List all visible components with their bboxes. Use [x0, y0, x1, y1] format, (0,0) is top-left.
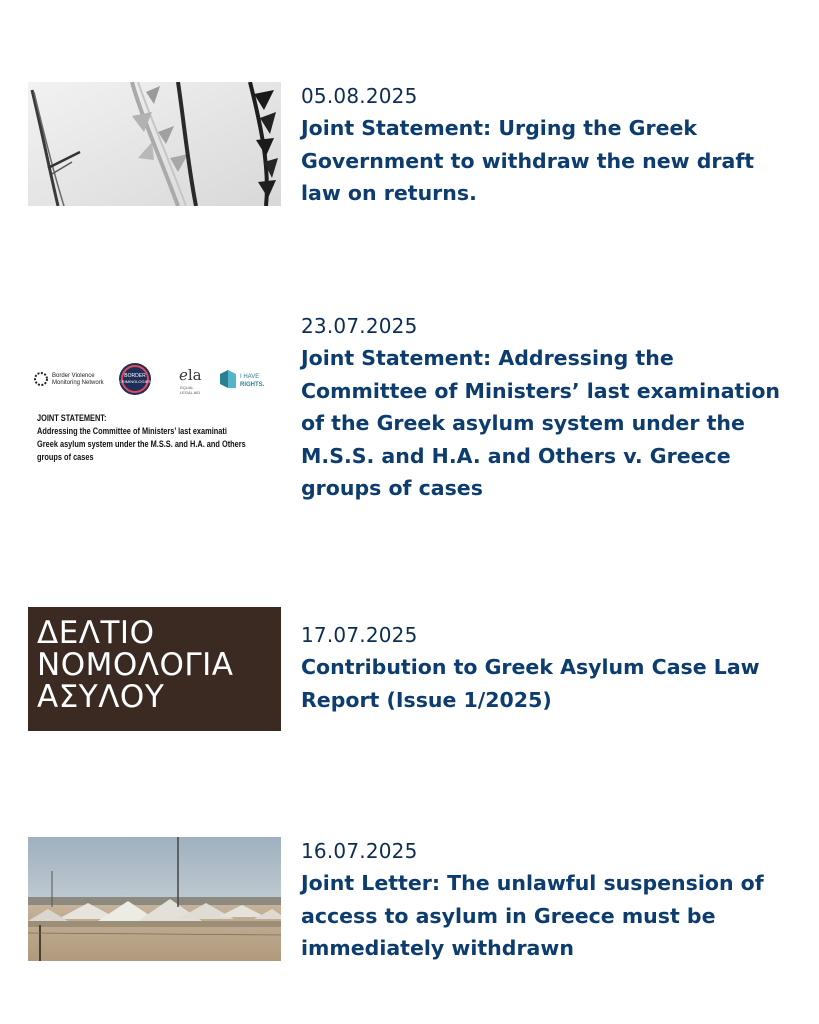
article-date: 23.07.2025 — [301, 314, 418, 338]
banner-text-line: ΔΕΛΤΙΟ — [37, 615, 155, 651]
article-title-line: Government to withdraw the new draft — [301, 148, 755, 173]
thumbnail-statement-text — [37, 412, 246, 464]
thumb-text-line: groups of cases — [37, 452, 94, 462]
thumb-text-line: JOINT STATEMENT: — [37, 413, 107, 423]
article-title-line: groups of cases — [301, 476, 483, 500]
logo-bvmn-text-1: Border Violence — [52, 373, 95, 379]
banner-text-line: ΑΣΥΛΟΥ — [37, 679, 165, 715]
banner-text — [37, 617, 233, 713]
article-item[interactable] — [28, 837, 808, 967]
logo-ihr-text-2: RIGHTS. — [240, 382, 265, 388]
article-title-line: of the Greek asylum system under the — [301, 411, 745, 435]
article-title-line: Joint Statement: Urging the Greek — [301, 116, 698, 140]
article-title-line: access to asylum in Greece must be — [301, 903, 716, 928]
logo-ela-text-1: EQUAL — [180, 385, 194, 390]
article-date: 17.07.2025 — [301, 623, 418, 647]
logo-bc-text-1: BORDER — [124, 373, 146, 379]
article-title[interactable] — [301, 867, 806, 965]
article-item[interactable] — [28, 607, 808, 733]
logo-ela-mark: ℯla — [179, 366, 202, 384]
article-thumbnail-joint-statement[interactable] — [28, 348, 281, 472]
article-title-line: Committee of Ministers’ last examination — [301, 378, 781, 403]
thumb-text-line: Greek asylum system under the M.S.S. and H.A. and Others — [37, 439, 246, 449]
article-item[interactable] — [28, 82, 808, 212]
article-title-line: Joint Statement: Addressing the — [301, 346, 674, 370]
article-date: 05.08.2025 — [301, 84, 418, 108]
article-title-line: immediately withdrawn — [301, 936, 574, 960]
logo-ela-text-2: LEGAL AID — [180, 390, 201, 395]
article-title-line: Joint Letter: The unlawful suspension of — [301, 871, 764, 895]
thumb-text-line: Addressing the Committee of Ministers’ last examinati — [37, 426, 227, 436]
article-date: 16.07.2025 — [301, 839, 418, 863]
partner-logos — [28, 362, 281, 396]
article-title[interactable] — [301, 342, 806, 505]
article-thumbnail-camp-photo[interactable] — [28, 837, 281, 961]
logo-bvmn-text-2: Monitoring Network — [52, 380, 104, 386]
article-title[interactable] — [301, 651, 806, 716]
article-title-line: law on returns. — [301, 181, 477, 205]
barbed-wire-image — [28, 82, 281, 206]
article-title[interactable] — [301, 112, 806, 210]
logo-ihr-text-1: I HAVE — [240, 374, 260, 380]
article-title-line: Report (Issue 1/2025) — [301, 687, 552, 712]
article-thumbnail-barbed-wire[interactable] — [28, 82, 281, 206]
article-title-line: M.S.S. and H.A. and Others v. Greece — [301, 443, 731, 468]
article-thumbnail-greek-banner[interactable] — [28, 607, 281, 731]
article-item[interactable] — [28, 312, 808, 502]
logo-bc-text-2: CRIMINOLOGIES — [118, 379, 152, 384]
banner-text-line: ΝΟΜΟΛΟΓΙΑ — [37, 647, 234, 683]
article-title-line: Contribution to Greek Asylum Case Law — [301, 655, 760, 679]
camp-image — [28, 837, 281, 961]
